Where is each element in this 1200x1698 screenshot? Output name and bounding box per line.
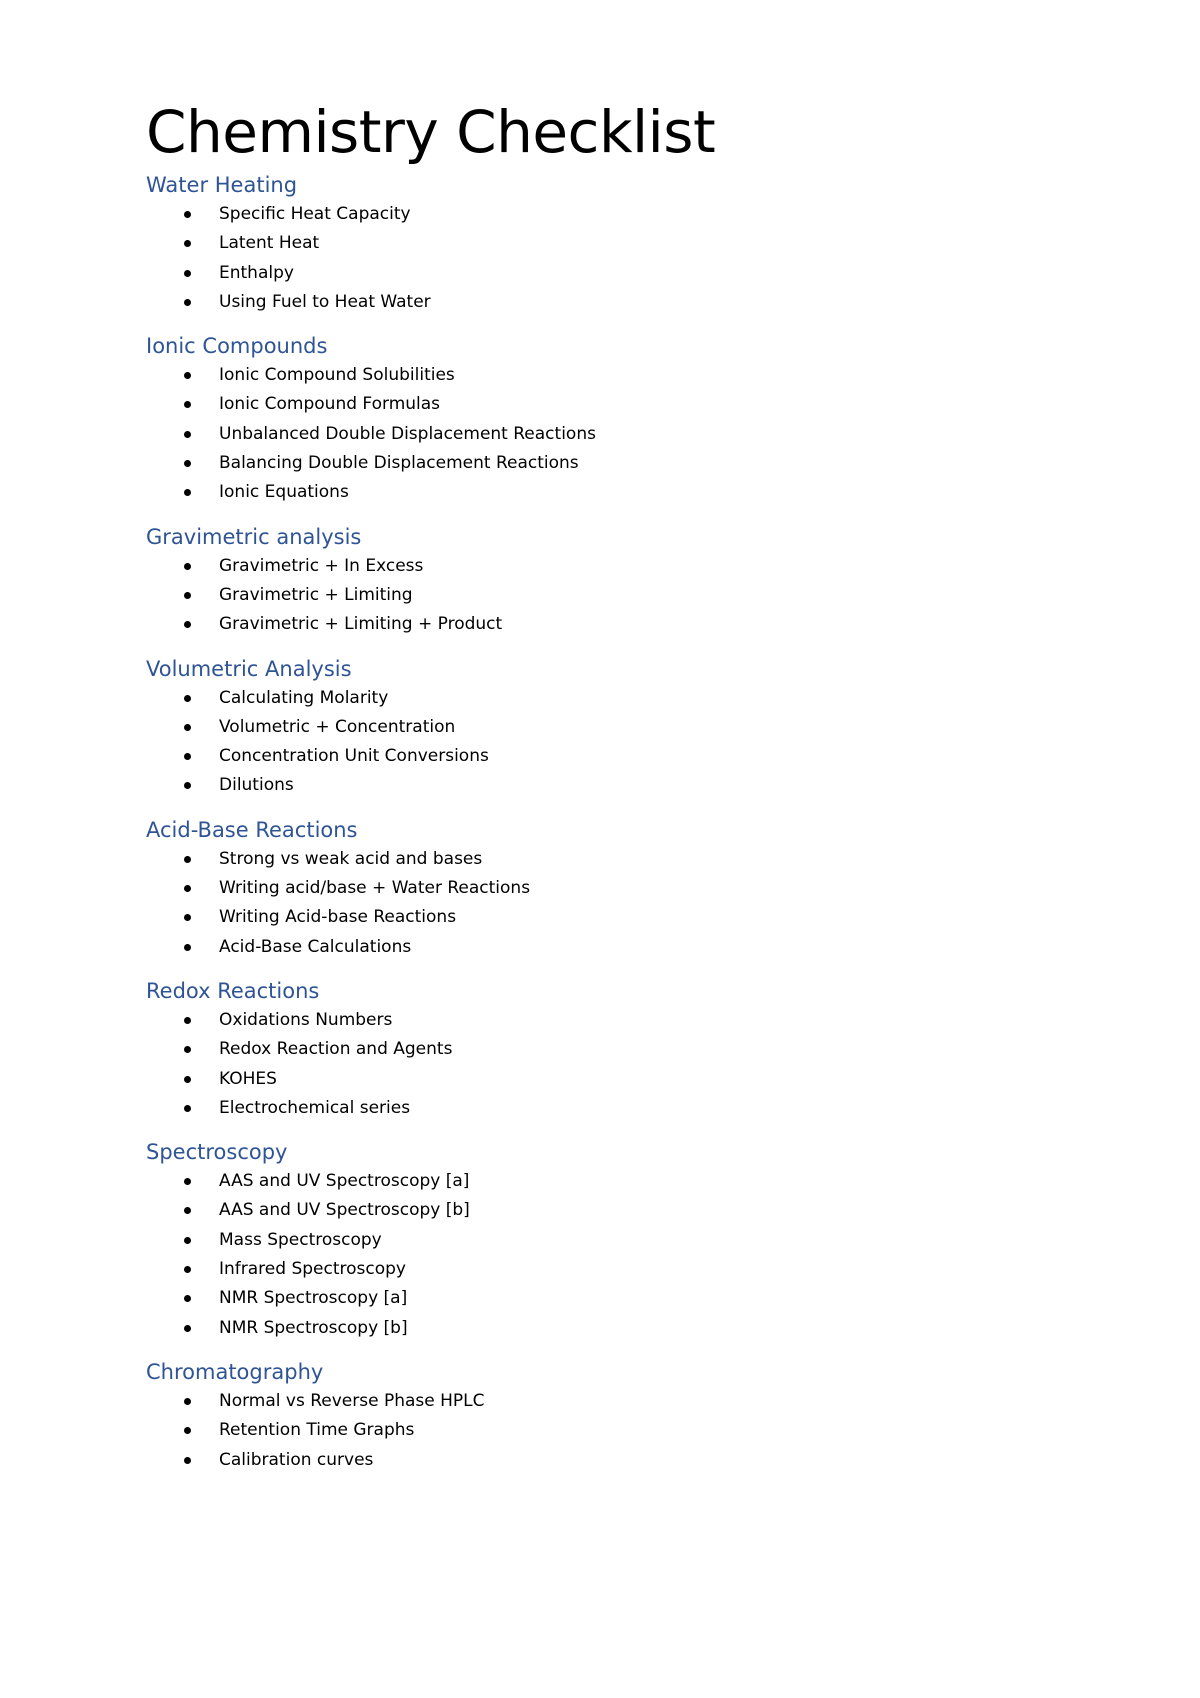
- list-item-text: Concentration Unit Conversions: [219, 746, 489, 767]
- bullet-icon: [184, 592, 191, 599]
- bullet-icon: [184, 1046, 191, 1053]
- list-item: [146, 1416, 1106, 1445]
- list-item-text: AAS and UV Spectroscopy [b]: [219, 1200, 470, 1221]
- list-item: [146, 874, 1106, 903]
- checklist-section: [146, 654, 1106, 801]
- list-item-text: Gravimetric + In Excess: [219, 555, 424, 576]
- list-item: [146, 1196, 1106, 1225]
- checklist-section: [146, 522, 1106, 640]
- bullet-icon: [184, 621, 191, 628]
- list-item-text: Ionic Compound Formulas: [219, 394, 441, 415]
- bullet-icon: [184, 1207, 191, 1214]
- list-item-text: AAS and UV Spectroscopy [a]: [219, 1171, 470, 1192]
- list-item-text: Retention Time Graphs: [219, 1420, 415, 1441]
- list-item-text: Infrared Spectroscopy: [219, 1259, 406, 1280]
- section-heading: Water Heating: [146, 173, 298, 197]
- list-item: [146, 1226, 1106, 1255]
- bullet-icon: [184, 1017, 191, 1024]
- list-item-text: Acid-Base Calculations: [219, 936, 412, 957]
- list-item: [146, 1035, 1106, 1064]
- bullet-icon: [184, 1427, 191, 1434]
- bullet-icon: [184, 724, 191, 731]
- bullet-icon: [184, 856, 191, 863]
- list-item-text: Normal vs Reverse Phase HPLC: [219, 1390, 485, 1411]
- list-item-text: Calibration curves: [219, 1449, 374, 1470]
- list-item-text: NMR Spectroscopy [b]: [219, 1317, 408, 1338]
- list-item: [146, 684, 1106, 713]
- list-item: [146, 390, 1106, 419]
- bullet-icon: [184, 460, 191, 467]
- bullet-icon: [184, 1266, 191, 1273]
- list-item: [146, 1284, 1106, 1313]
- checklist-section: [146, 1137, 1106, 1343]
- section-heading: Spectroscopy: [146, 1140, 288, 1165]
- section-heading: Volumetric Analysis: [146, 656, 352, 681]
- list-item: [146, 1314, 1106, 1343]
- list-item-text: Specific Heat Capacity: [219, 204, 411, 224]
- section-heading: Redox Reactions: [146, 978, 320, 1003]
- list-item: [146, 933, 1106, 962]
- bullet-icon: [184, 1457, 191, 1464]
- list-item: [146, 903, 1106, 932]
- list-item-text: KOHES: [219, 1068, 277, 1089]
- list-item: [146, 200, 1106, 229]
- sections-container: [146, 170, 1106, 1475]
- document-page: [146, 94, 1106, 1475]
- bullet-icon: [184, 240, 191, 247]
- bullet-list: [146, 1167, 1106, 1343]
- bullet-icon: [184, 299, 191, 306]
- section-heading: Gravimetric analysis: [146, 524, 362, 549]
- list-item: [146, 742, 1106, 771]
- bullet-icon: [184, 372, 191, 379]
- list-item: [146, 259, 1106, 288]
- bullet-icon: [184, 1105, 191, 1112]
- list-item-text: Unbalanced Double Displacement Reactions: [219, 423, 596, 444]
- list-item: [146, 713, 1106, 742]
- list-item: [146, 1006, 1106, 1035]
- bullet-icon: [184, 1237, 191, 1244]
- checklist-section: [146, 815, 1106, 962]
- list-item: [146, 1065, 1106, 1094]
- bullet-icon: [184, 1076, 191, 1083]
- section-heading: Chromatography: [146, 1359, 324, 1384]
- bullet-icon: [184, 270, 191, 277]
- list-item-text: Ionic Compound Solubilities: [219, 365, 455, 386]
- bullet-icon: [184, 563, 191, 570]
- list-item: [146, 771, 1106, 800]
- list-item: [146, 449, 1106, 478]
- list-item-text: Enthalpy: [219, 262, 294, 283]
- list-item: [146, 1094, 1106, 1123]
- bullet-icon: [184, 401, 191, 408]
- list-item: [146, 1167, 1106, 1196]
- list-item-text: Oxidations Numbers: [219, 1009, 393, 1030]
- bullet-icon: [184, 1398, 191, 1405]
- list-item: [146, 288, 1106, 317]
- bullet-icon: [184, 1325, 191, 1332]
- bullet-icon: [184, 695, 191, 702]
- list-item: [146, 1446, 1106, 1475]
- list-item-text: Electrochemical series: [219, 1097, 411, 1118]
- list-item: [146, 361, 1106, 390]
- bullet-icon: [184, 782, 191, 789]
- list-item-text: Redox Reaction and Agents: [219, 1039, 453, 1060]
- list-item-text: Gravimetric + Limiting: [219, 584, 413, 605]
- bullet-list: [146, 552, 1106, 640]
- list-item: [146, 552, 1106, 581]
- list-item-text: Calculating Molarity: [219, 687, 389, 708]
- section-heading: Acid-Base Reactions: [146, 817, 358, 842]
- list-item: [146, 478, 1106, 507]
- bullet-icon: [184, 431, 191, 438]
- bullet-icon: [184, 211, 191, 218]
- list-item-text: Latent Heat: [219, 233, 320, 254]
- section-heading: Ionic Compounds: [146, 334, 328, 359]
- list-item: [146, 845, 1106, 874]
- checklist-section: [146, 976, 1106, 1123]
- checklist-section: [146, 331, 1106, 507]
- list-item: [146, 229, 1106, 258]
- bullet-list: [146, 684, 1106, 801]
- bullet-list: [146, 1006, 1106, 1123]
- list-item-text: Using Fuel to Heat Water: [219, 291, 431, 312]
- list-item-text: Writing Acid-base Reactions: [219, 907, 457, 928]
- list-item-text: Gravimetric + Limiting + Product: [219, 614, 503, 635]
- bullet-icon: [184, 914, 191, 921]
- list-item-text: Strong vs weak acid and bases: [219, 848, 483, 869]
- bullet-list: [146, 845, 1106, 962]
- bullet-icon: [184, 944, 191, 951]
- bullet-list: [146, 1387, 1106, 1475]
- list-item: [146, 581, 1106, 610]
- bullet-icon: [184, 1295, 191, 1302]
- bullet-list: [146, 200, 1106, 317]
- list-item: [146, 420, 1106, 449]
- list-item-text: Writing acid/base + Water Reactions: [219, 878, 531, 899]
- checklist-section: [146, 1357, 1106, 1475]
- list-item-text: Ionic Equations: [219, 482, 349, 503]
- bullet-icon: [184, 489, 191, 496]
- bullet-icon: [184, 1178, 191, 1185]
- list-item-text: Dilutions: [219, 775, 294, 796]
- bullet-list: [146, 361, 1106, 507]
- list-item-text: Mass Spectroscopy: [219, 1229, 382, 1250]
- list-item: [146, 1387, 1106, 1416]
- document-title: Chemistry Checklist: [146, 98, 716, 166]
- list-item: [146, 1255, 1106, 1284]
- bullet-icon: [184, 753, 191, 760]
- bullet-icon: [184, 885, 191, 892]
- list-item: [146, 610, 1106, 639]
- checklist-section: [146, 170, 1106, 317]
- list-item-text: Balancing Double Displacement Reactions: [219, 453, 579, 474]
- list-item-text: NMR Spectroscopy [a]: [219, 1288, 408, 1309]
- list-item-text: Volumetric + Concentration: [219, 716, 456, 737]
